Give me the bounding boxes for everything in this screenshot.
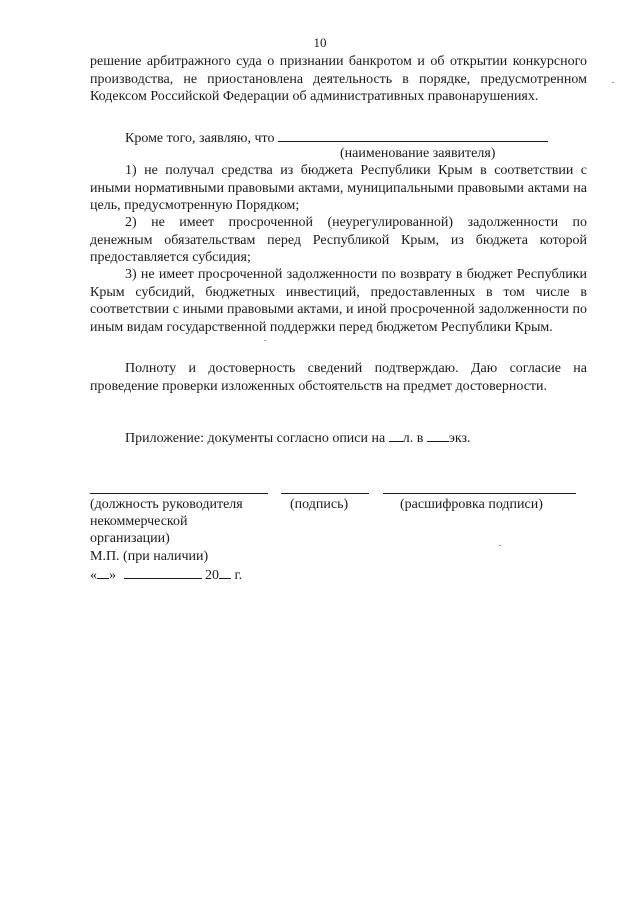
year-blank <box>219 565 231 579</box>
attachment-prefix: Приложение: документы согласно описи на <box>125 431 386 446</box>
signature-rule <box>281 493 369 494</box>
item-3: 3) не имеет просроченной задолженности по возврату в бюджет Республики Крым субсидий, бюджетных инвестиций, предоставленных в том числе в соответствии с иными правовыми актами, и иной просроченной задолженности по иным видам государственной поддержки перед бюджетом Республики Крым. <box>90 267 587 335</box>
scan-speck <box>499 545 501 546</box>
scan-speck <box>264 340 266 341</box>
scan-speck <box>612 82 614 83</box>
applicant-name-blank <box>278 128 548 142</box>
date-line <box>90 565 242 584</box>
position-rule <box>90 493 268 494</box>
stamp-label: М.П. (при наличии) <box>90 549 209 564</box>
page-number: 10 <box>313 35 327 50</box>
position-caption: (должность руководителя некоммерческой организации) <box>90 497 243 546</box>
applicant-caption: (наименование заявителя) <box>340 146 496 161</box>
decode-caption: (расшифровка подписи) <box>400 497 543 512</box>
sheets-blank <box>389 428 403 442</box>
month-blank <box>124 565 202 579</box>
signature-caption: (подпись) <box>290 497 349 512</box>
date-suffix: г. <box>234 568 243 583</box>
declare-text: Кроме того, заявляю, что <box>125 131 275 146</box>
decode-rule <box>383 493 576 494</box>
item-1: 1) не получал средства из бюджета Республики Крым в соответствии с иными нормативными правовыми актами, муниципальными правовыми актами на цель, предусмотренную Порядком; <box>90 163 587 214</box>
attachment-line <box>125 428 470 447</box>
date-open-quote: « <box>90 568 97 583</box>
opening-paragraph: решение арбитражного суда о признании банкротом и об открытии конкурсного производства, не приостановлена деятельность в порядке, предусмотренном Кодексом Российской Федерации об административных правонарушениях. <box>90 54 587 105</box>
item-2: 2) не имеет просроченной (неурегулированной) задолженности по денежным обязательствам перед Республикой Крым, из бюджета которой предоставляется субсидия; <box>90 215 587 266</box>
copies-blank <box>427 428 449 442</box>
attachment-suffix: экз. <box>448 431 471 446</box>
date-year-prefix: 20 <box>205 568 219 583</box>
attachment-middle: л. в <box>402 431 424 446</box>
day-blank <box>97 565 109 579</box>
confirmation-paragraph: Полноту и достоверность сведений подтверждаю. Даю согласие на проведение проверки изложенных обстоятельств на предмет достоверности. <box>90 361 587 394</box>
date-close-quote: » <box>109 568 116 583</box>
